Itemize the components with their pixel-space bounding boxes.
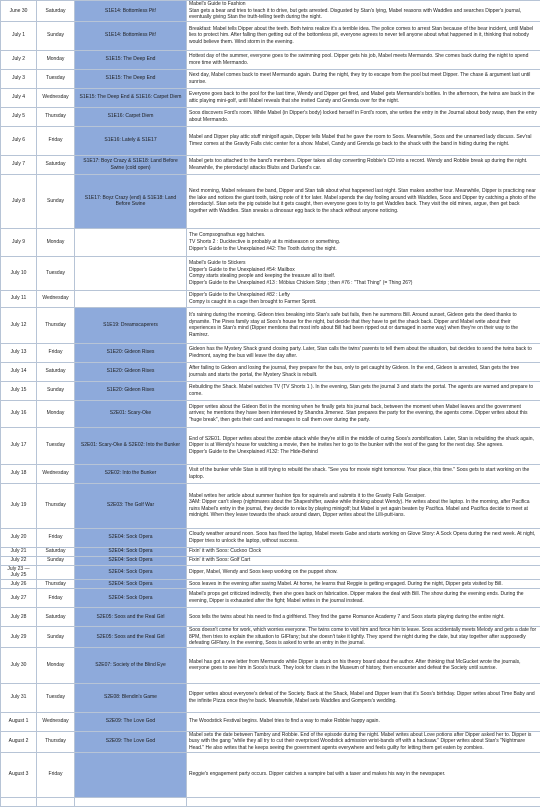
episode-cell: S2E09: The Love God — [75, 731, 187, 752]
table-row — [1, 752, 540, 797]
weekday-cell: Monday — [37, 228, 75, 256]
description-cell: Soos tells the twins about his need to find a girlfriend. They find the game Romance Academy 7 and Soos starts playing during the entire night. — [187, 607, 540, 626]
table-row — [1, 683, 540, 712]
weekday-cell: Thursday — [37, 483, 75, 528]
episode-cell: S2E04: Sock Opera — [75, 565, 187, 579]
description-cell: Soos discovers Ford's room. While Mabel (in Dipper's body) locked herself in Ford's room, she writes the entry in the Journal about body swap, then the entry about Mermando. — [187, 107, 540, 126]
table-row — [1, 256, 540, 290]
weekday-cell: Saturday — [37, 607, 75, 626]
date-cell: July 31 — [1, 683, 37, 712]
table-row — [1, 50, 540, 69]
date-cell: July 16 — [1, 400, 37, 427]
description-cell: Reggie's engagement party occurs. Dipper catches a vampire bat with a taser and makes his way in the newspaper. — [187, 752, 540, 797]
weekday-cell — [37, 797, 75, 806]
episode-cell: S2E04: Sock Opera — [75, 528, 187, 547]
table-row — [1, 155, 540, 174]
date-cell: July 1 — [1, 21, 37, 50]
weekday-cell: Sunday — [37, 626, 75, 647]
date-cell: June 30 — [1, 1, 37, 22]
table-row — [1, 343, 540, 362]
episode-cell — [75, 797, 187, 806]
weekday-cell: Wednesday — [37, 88, 75, 107]
weekday-cell: Sunday — [37, 21, 75, 50]
table-row — [1, 626, 540, 647]
table-row — [1, 464, 540, 483]
table-row — [1, 528, 540, 547]
table-row — [1, 565, 540, 579]
description-cell: Mabel's props get criticized indirectly, then she goes back on fabrication. Dipper makes the deal with Bill. The show during the evening ends. During the evening, Dipper is exhausted after the fight; Mabel writes in the journal instead. — [187, 588, 540, 607]
episode-cell: S2E04: Sock Opera — [75, 547, 187, 556]
weekday-cell — [37, 565, 75, 579]
date-cell: August 1 — [1, 712, 37, 731]
table-row — [1, 712, 540, 731]
episode-cell: S1E14: Bottomless Pit! — [75, 1, 187, 22]
episode-cell: S2E03: The Golf War — [75, 483, 187, 528]
weekday-cell: Saturday — [37, 547, 75, 556]
description-cell: Gideon has the Mystery Shack grand closing party. Later, Stan calls the twins' parents to tell them about the situation, but decides to send the twins back to Piedmont, saying the bus will leave the day after. — [187, 343, 540, 362]
weekday-cell: Tuesday — [37, 69, 75, 88]
description-cell: The Compsognathus egg hatches. TV Shorts 2 : Ducktective is probably at its midseason or something. Dipper's Guide to the Unexplained #42: The Tooth during the night. — [187, 228, 540, 256]
weekday-cell: Thursday — [37, 731, 75, 752]
weekday-cell: Friday — [37, 528, 75, 547]
table-row — [1, 362, 540, 381]
date-cell: July 13 — [1, 343, 37, 362]
date-cell: July 15 — [1, 381, 37, 400]
description-cell: Breakfast: Mabel tells Dipper about the teeth. Both twins realize it's a terrible idea. The police comes to arrest Stan because of the bear incident, until Mabel lies to protect him. After falling then getting out of the bottomless pit, everyone agrees to never tell anyone about what happened in it, thinking that nobody would believe them. Wind storm in the evening. — [187, 21, 540, 50]
date-cell: July 18 — [1, 464, 37, 483]
description-cell: Soos doesn't come for work, which worries everyone. The twins come to visit him and force him to leave. Soos accidentally meets Melody and gets a date for 8PM, then tries to explain the situation to GIFfany; but she doesn't take it lightly. They spend the night during the date, but stay together after supposedly defeating GIFfany. In the evening, Soos is asked to write an entry in the journal. — [187, 626, 540, 647]
description-cell: Mabel's Guide to Stickers Dipper's Guide to the Unexplained #54: Mailbox Compy starts stealing people and keeping the treasure all to itself. Dipper's Guide to the Unexplained #13 : Möbius Chicken Strip ; then #76 : "That Thing" (= Thing 26?) — [187, 256, 540, 290]
episode-cell: S1E15: The Deep End & S1E16: Carpet Diem — [75, 88, 187, 107]
description-cell: Fixin' it with Soos: Golf Cart — [187, 556, 540, 565]
table-row — [1, 607, 540, 626]
description-cell: Mabel has got a new letter from Mermando while Dipper is stuck on his theory board about the author. After thinking that McGucket wrote the journals, everyone goes to see him in Soos's truck. They look for clues in the Museum of history, then encounter and defeat the Society until sunrise. — [187, 647, 540, 683]
episode-cell — [75, 256, 187, 290]
weekday-cell: Saturday — [37, 155, 75, 174]
date-cell: July 12 — [1, 307, 37, 343]
date-cell: July 28 — [1, 607, 37, 626]
weekday-cell: Sunday — [37, 381, 75, 400]
table-row — [1, 174, 540, 228]
description-cell: Dipper writes about the Gideon Bot in the morning when he finally gets his journal back, between the moment when Mabel leaves and the government arrives; he mentions they have been interviewed by Shandra Jimenez. Stan prepares the party for the evening, the agents come. Dipper writes about this "huge break", then gets their card and manages to call them over during the party. — [187, 400, 540, 427]
description-cell: Soos leaves in the evening after saving Mabel. At home, he learns that Reggie is getting engaged. During the night, Dipper gets visited by Bill. — [187, 579, 540, 588]
description-cell: Mabel gets too attached to the band's members. Dipper takes all day converting Robbie's CD into a record. Wendy and Robbie break up during the night. Meanwhile, the pterodactyl attacks Blubs and Durland's car. — [187, 155, 540, 174]
description-cell: The Woodstick Festival begins. Mabel tries to find a way to make Robbie happy again. — [187, 712, 540, 731]
table-row — [1, 381, 540, 400]
episode-cell: S1E16: Carpet Diem — [75, 107, 187, 126]
date-cell: July 6 — [1, 126, 37, 155]
description-cell: Visit of the bunker while Stan is still trying to rebuild the shack. "See you for movie night tomorrow. Your place, this time." Soos gets to start working on the laptop. — [187, 464, 540, 483]
table-row — [1, 21, 540, 50]
weekday-cell: Sunday — [37, 556, 75, 565]
episode-cell: S2E09: The Love God — [75, 712, 187, 731]
description-cell: Next morning, Mabel releases the band, Dipper and Stan talk about what happened last night. Stan makes another tour. Meanwhile, Dipper is practicing near the lake and notices the giant tooth, taking note of it for later. Mabel spends the day fooling around with Waddles, Soos and Dipper try catching a photo of the pterodactyl. Stan sets the pig outside but it gets caught, then everyone goes to try to get Waddles back. They visit the old mines, argue, then get back together with Waddles. Stan sneaks a dinosaur egg back to the shack without anyone noticing. — [187, 174, 540, 228]
table-row — [1, 69, 540, 88]
description-cell: Mabel and Dipper play attic stuff minigolf again, Dipper tells Mabel that he gave the room to Soos. Meanwhile, Soos and the unnamed lady discuss. Sev'ral Timez comes at the Gravity Falls civic center for a show. Mabel, Candy and Grenda go back to the shack with the band in hiding during the night. — [187, 126, 540, 155]
date-cell: July 8 — [1, 174, 37, 228]
table-row — [1, 88, 540, 107]
episode-cell: S1E17: Boyz Crazy & S1E18: Land Before Swine (cold open) — [75, 155, 187, 174]
date-cell: July 19 — [1, 483, 37, 528]
weekday-cell: Thursday — [37, 579, 75, 588]
table-row — [1, 731, 540, 752]
date-cell: August 3 — [1, 752, 37, 797]
episode-cell — [75, 290, 187, 307]
date-cell: July 27 — [1, 588, 37, 607]
weekday-cell: Tuesday — [37, 683, 75, 712]
table-row — [1, 579, 540, 588]
date-cell: July 22 — [1, 556, 37, 565]
weekday-cell: Monday — [37, 400, 75, 427]
table-row — [1, 647, 540, 683]
episode-cell: S2E05: Soos and the Real Girl — [75, 626, 187, 647]
table-row — [1, 556, 540, 565]
episode-cell: S1E16: Lately & S1E17 — [75, 126, 187, 155]
weekday-cell: Friday — [37, 126, 75, 155]
table-row — [1, 547, 540, 556]
episode-cell — [75, 228, 187, 256]
episode-cell: S1E14: Bottomless Pit! — [75, 21, 187, 50]
date-cell: July 10 — [1, 256, 37, 290]
date-cell: July 30 — [1, 647, 37, 683]
weekday-cell: Tuesday — [37, 256, 75, 290]
weekday-cell: Thursday — [37, 107, 75, 126]
date-cell: July 9 — [1, 228, 37, 256]
table-row — [1, 483, 540, 528]
table-row — [1, 228, 540, 256]
weekday-cell: Sunday — [37, 174, 75, 228]
date-cell — [1, 797, 37, 806]
weekday-cell: Friday — [37, 752, 75, 797]
date-cell: July 20 — [1, 528, 37, 547]
episode-cell: S1E20: Gideon Rises — [75, 381, 187, 400]
description-cell: Mabel sets the date between Tambry and Robbie. End of the episode during the night. Mabel writes about Love potions after Dipper asked her to. Dipper is busy with the gang "while they all try to cut their overpriced Woodstick admission wrist-bands off with a hacksaw." Dipper writes about Stan's "Nightmare Head." He also writes that he keeps seeing the government agents everywhere and feels guilty for letting them get eaten by zombies. — [187, 731, 540, 752]
weekday-cell: Thursday — [37, 307, 75, 343]
weekday-cell: Friday — [37, 343, 75, 362]
episode-cell: S1E20: Gideon Rises — [75, 343, 187, 362]
weekday-cell: Wednesday — [37, 290, 75, 307]
table-row — [1, 400, 540, 427]
date-cell: July 5 — [1, 107, 37, 126]
episode-cell: S1E20: Gideon Rises — [75, 362, 187, 381]
weekday-cell: Tuesday — [37, 427, 75, 464]
table-row — [1, 290, 540, 307]
date-cell: July 3 — [1, 69, 37, 88]
description-cell — [187, 797, 540, 806]
weekday-cell: Friday — [37, 588, 75, 607]
episode-cell: S2E02: Into the Bunker — [75, 464, 187, 483]
description-cell: It's raining during the morning. Gideon tries breaking into Stan's safe but fails, then he summons Bill. Around sunset, Gideon gets the deed thanks to dynamite. The Pines family stay at Soos's house for the night, but decide that they have to get the shack back. Dipper and Mabel write about their experiences in Stan's mind (Dipper mentions that most info about Bill had been ripped out or damaged in some way) when they're on their way to the Ramirez. — [187, 307, 540, 343]
description-cell: Everyone goes back to the pool for the last time, Wendy and Dipper get fired, and Mabel gets Mermando's bottles. In the afternoon, the twins are back in the attic playing mini-golf, until Mabel reveals that she invited Candy and Grenda over for the night. — [187, 88, 540, 107]
weekday-cell: Wednesday — [37, 464, 75, 483]
description-cell: Next day, Mabel comes back to meet Mermando again. During the night, they try to escape from the pool but meet Dipper. The chase & argument last until sunrise. — [187, 69, 540, 88]
date-cell: July 2 — [1, 50, 37, 69]
episode-cell: S2E01: Scary-Oke & S2E02: Into the Bunker — [75, 427, 187, 464]
episode-cell: S2E04: Sock Opera — [75, 579, 187, 588]
date-cell: July 7 — [1, 155, 37, 174]
description-cell: Dipper writes about everyone's defeat of the Society. Back at the Shack, Mabel and Dipper learn that it's Soos's birthday. Dipper writes about Time Baby and the infinite Pizza once they're back. Meanwhile, Mabel sets Waddles and Gompers's wedding. — [187, 683, 540, 712]
description-cell: Mabel writes her article about summer fashion tips for squirrels and submits it to the Gravity Falls Gossiper. 3AM: Dipper can't sleep (nightmares about the Shapeshifter, awake while thinking about Wendy). He writes about the laptop. In the morning, after Pacifica ruins Mabel's entry in the journal, they decide to relax by playing minigolf; but Mabel is yet again beaten by Pacifica. Mabel and Pacifica decide to meet at midnight. When they leave towards the shack around dawn, Dipper writes about the Lilli-putt-ians. — [187, 483, 540, 528]
description-cell: Hottest day of the summer, everyone goes to the swimming pool. Dipper gets his job, Mabel meets Mermando. She comes back during the night to spend more time with Mermando. — [187, 50, 540, 69]
table-row — [1, 126, 540, 155]
date-cell: July 26 — [1, 579, 37, 588]
episode-cell: S1E17: Boyz Crazy (end) & S1E18: Land Before Swine — [75, 174, 187, 228]
date-cell: July 11 — [1, 290, 37, 307]
description-cell: Rebuilding the Shack. Mabel watches TV (TV Shorts 1 ). In the evening, Stan gets the journal 3 and starts the portal. The agents are warned and prepare to come. — [187, 381, 540, 400]
description-cell: Cloudy weather around noon. Soos has fixed the laptop, Mabel meets Gabe and starts working on Glove Story: A Sock Opera during the next week. At night, Dipper tries to unlock the laptop, without success. — [187, 528, 540, 547]
table-row — [1, 107, 540, 126]
date-cell: July 29 — [1, 626, 37, 647]
table-row — [1, 427, 540, 464]
description-cell: Dipper, Mabel, Wendy and Soos keep working on the puppet show. — [187, 565, 540, 579]
table-row — [1, 1, 540, 22]
table-row — [1, 797, 540, 806]
table-row — [1, 588, 540, 607]
episode-cell: S1E15: The Deep End — [75, 50, 187, 69]
weekday-cell: Monday — [37, 647, 75, 683]
date-cell: July 23 — July 25 — [1, 565, 37, 579]
episode-cell: S2E04: Sock Opera — [75, 556, 187, 565]
date-cell: July 14 — [1, 362, 37, 381]
description-cell: Mabel's Guide to Fashion Stan gets a bear and tries to teach it to drive, but gets arrested. Disgusted by Stan's lying, Mabel reasons with Waddles and searches Dipper's journal, eventually giving Stan the truth-telling teeth during the night. — [187, 1, 540, 22]
episode-cell: S2E05: Soos and the Real Girl — [75, 607, 187, 626]
description-cell: End of S2E01. Dipper writes about the zombie attack while they're still in the middle of curing Soos's zombification. Later, Stan is rebuilding the shack again, Dipper is at Wendy's house for watching a movie, then he invites her to go to the bunker with the rest of the gang for the next day. She agrees. Dipper's Guide to the Unexplained #132: The Hide-Behind — [187, 427, 540, 464]
date-cell: July 17 — [1, 427, 37, 464]
weekday-cell: Saturday — [37, 1, 75, 22]
episode-cell: S1E15: The Deep End — [75, 69, 187, 88]
weekday-cell: Wednesday — [37, 712, 75, 731]
date-cell: August 2 — [1, 731, 37, 752]
date-cell: July 21 — [1, 547, 37, 556]
episode-cell: S1E19: Dreamscaperers — [75, 307, 187, 343]
episode-cell: S2E07: Society of the Blind Eye — [75, 647, 187, 683]
weekday-cell: Saturday — [37, 362, 75, 381]
timeline-body — [1, 1, 540, 807]
episode-cell: S2E01: Scary-Oke — [75, 400, 187, 427]
description-cell: After failing to Gideon and losing the journal, they prepare for the bus, only to get caught by Gideon. In the end, Gideon is arrested, Stan gets the tree journals and starts the portal, the Mystery Shack is rebuilt. — [187, 362, 540, 381]
description-cell: Fixin' it with Soos: Cuckoo Clock — [187, 547, 540, 556]
date-cell: July 4 — [1, 88, 37, 107]
episode-cell: S2E04: Sock Opera — [75, 588, 187, 607]
weekday-cell: Monday — [37, 50, 75, 69]
episode-cell: S2E08: Blendin's Game — [75, 683, 187, 712]
description-cell: Dipper's Guide to the Unexplained #82 : Lefty Compy is caught in a cage then brought to Farmer Sprott. — [187, 290, 540, 307]
table-row — [1, 307, 540, 343]
episode-cell — [75, 752, 187, 797]
